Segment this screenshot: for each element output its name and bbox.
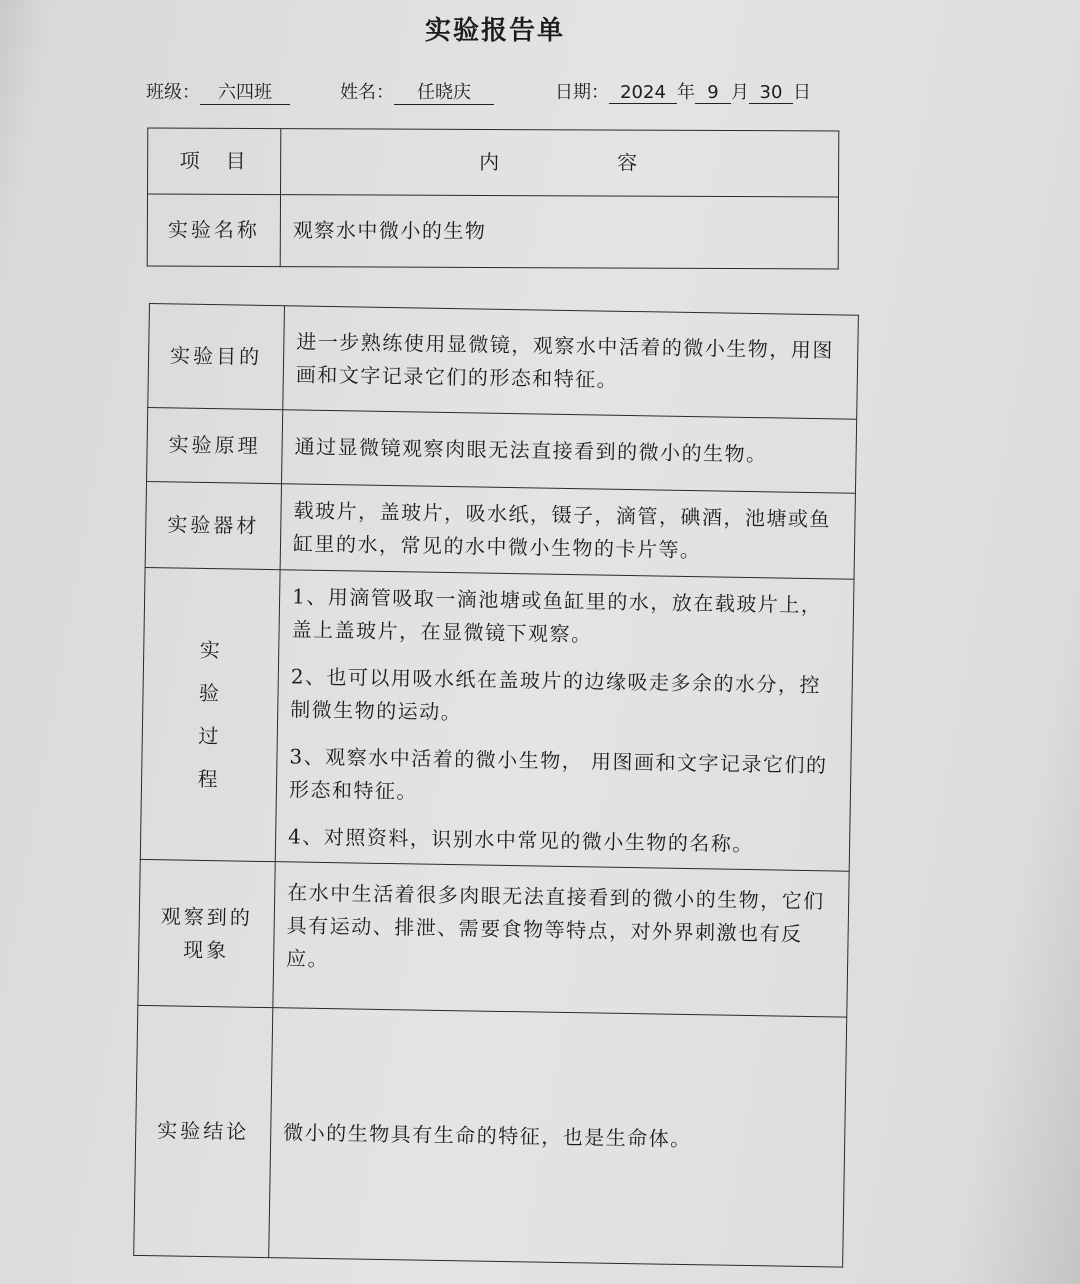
purpose-label: 实验目的 — [148, 304, 285, 410]
date-year: 2024 — [609, 82, 677, 104]
report-table — [133, 303, 859, 1268]
conclusion-text: 微小的生物具有生命的特征，也是生命体。 — [269, 1008, 847, 1267]
name-field — [340, 78, 494, 105]
principle-label: 实验原理 — [147, 407, 283, 483]
observation-text: 在水中生活着很多肉眼无法直接看到的微小的生物，它们具有运动、排泄、需要食物等特点，对外界刺激也有反应。 — [273, 862, 849, 1017]
experiment-name-value: 观察水中微小的生物 — [280, 195, 838, 269]
process-step: 4、对照资料，识别水中常见的微小生物的名称。 — [287, 824, 755, 857]
process-label-char-4: 程 — [197, 766, 221, 791]
class-field — [146, 78, 290, 105]
process-step: 3、观察水中活着的微小生物， 用图画和文字记录它们的形态和特征。 — [288, 744, 828, 804]
conclusion-label: 实验结论 — [134, 1005, 273, 1257]
class-value: 六四班 — [200, 78, 290, 105]
content-header: 内 容 — [281, 129, 839, 197]
process-label-char-3: 过 — [198, 723, 222, 748]
date-field — [555, 78, 811, 104]
principle-text: 通过显微镜观察肉眼无法直接看到的微小的生物。 — [282, 410, 857, 494]
process-step: 1、用滴管吸取一滴池塘或鱼缸里的水，放在载玻片上，盖上盖玻片，在显微镜下观察。 — [291, 584, 823, 647]
purpose-text: 进一步熟练使用显微镜，观察水中活着的微小生物，用图画和文字记录它们的形态和特征。 — [283, 306, 859, 420]
observation-label — [138, 859, 275, 1007]
process-label-char-2: 验 — [198, 680, 223, 705]
name-value: 任晓庆 — [394, 78, 494, 105]
date-label: 日期： — [555, 82, 609, 103]
date-day-unit: 日 — [793, 82, 811, 103]
materials-label: 实验器材 — [145, 481, 281, 569]
date-month-unit: 月 — [731, 82, 749, 103]
report-title: 实验报告单 — [424, 16, 565, 46]
observation-label-line-2: 现象 — [183, 937, 230, 962]
name-label: 姓名： — [340, 82, 394, 103]
process-label — [140, 567, 280, 861]
process-step: 2、也可以用吸水纸在盖玻片的边缘吸走多余的水分，控制微生物的运动。 — [290, 664, 822, 725]
item-header: 项 目 — [148, 128, 281, 195]
materials-text: 载玻片，盖玻片，吸水纸，镊子，滴管，碘酒，池塘或鱼缸里的水，常见的水中微小生物的卡片等。 — [280, 484, 855, 580]
class-label: 班级： — [146, 82, 200, 103]
process-label-char-1: 实 — [199, 637, 223, 662]
header-table — [147, 127, 840, 269]
date-month: 9 — [695, 82, 731, 104]
date-year-unit: 年 — [677, 82, 695, 103]
date-day: 30 — [749, 82, 793, 104]
experiment-name-label: 实验名称 — [147, 194, 280, 267]
observation-label-line-1: 观察到的 — [160, 903, 254, 930]
process-steps — [275, 570, 854, 871]
